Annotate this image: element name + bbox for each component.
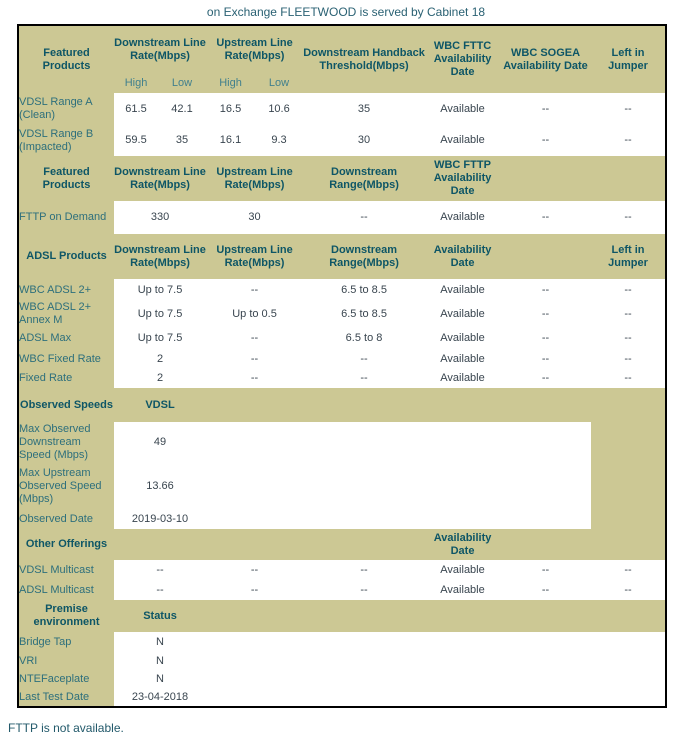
cell: -- (114, 560, 206, 580)
column-header-left-in-jumper: Left in Jumper (591, 234, 666, 279)
cell: 2 (114, 349, 206, 369)
empty-cell (206, 652, 666, 670)
fttp-status-note: FTTP is not available. (8, 721, 124, 735)
table-row-vdsl-range-a (18, 93, 666, 125)
cell: 23-04-2018 (114, 688, 206, 707)
cell: 35 (158, 125, 206, 156)
cell: Up to 7.5 (114, 327, 206, 349)
cell: Available (425, 279, 500, 301)
page-title: on Exchange FLEETWOOD is served by Cabinet 18 (206, 5, 486, 19)
subheader-low: Low (158, 73, 206, 93)
cell: -- (303, 560, 425, 580)
subheader-high: High (114, 73, 158, 93)
cell: Available (425, 93, 500, 125)
empty-header-cell (591, 156, 666, 201)
cell: -- (206, 580, 303, 600)
row-label: Observed Date (18, 510, 114, 529)
cell: N (114, 652, 206, 670)
subheader-high: High (206, 73, 255, 93)
cell: 330 (114, 201, 206, 234)
cell: Available (425, 301, 500, 327)
column-header-left-in-jumper: Left in Jumper (591, 25, 666, 93)
cell: 30 (303, 125, 425, 156)
cell: 61.5 (114, 93, 158, 125)
cell: -- (500, 369, 591, 388)
cell: Available (425, 327, 500, 349)
availability-results-table (17, 24, 667, 708)
empty-cell (591, 422, 666, 462)
column-header-upstream-line-rate: Upstream Line Rate(Mbps) (206, 234, 303, 279)
cell: 35 (303, 93, 425, 125)
cell: Up to 7.5 (114, 301, 206, 327)
premise-environment-header-row (18, 600, 666, 632)
cell: -- (114, 580, 206, 600)
cell: -- (500, 327, 591, 349)
cell: 30 (206, 201, 303, 234)
column-header-featured-products: Featured Products (18, 156, 114, 201)
cell: -- (500, 580, 591, 600)
row-label: VDSL Multicast (18, 560, 114, 580)
table-row-vdsl-multicast (18, 560, 666, 580)
cell: 59.5 (114, 125, 158, 156)
empty-cell (206, 510, 591, 529)
row-label: Max Observed Downstream Speed (Mbps) (18, 422, 114, 462)
empty-cell (206, 632, 666, 652)
column-header-downstream-line-rate: Downstream Line Rate(Mbps) (114, 156, 206, 201)
cell: -- (591, 201, 666, 234)
table-row-wbc-adsl2plus-annex-m (18, 301, 666, 327)
cell: -- (591, 369, 666, 388)
cell: -- (500, 301, 591, 327)
table-row-wbc-adsl2plus (18, 279, 666, 301)
cell: -- (206, 327, 303, 349)
cell: -- (303, 201, 425, 234)
cell: N (114, 670, 206, 688)
cell: -- (303, 349, 425, 369)
row-label: WBC Fixed Rate (18, 349, 114, 369)
row-label: VDSL Range A (Clean) (18, 93, 114, 125)
empty-cell (591, 510, 666, 529)
column-header-downstream-range: Downstream Range(Mbps) (303, 234, 425, 279)
cell: -- (591, 349, 666, 369)
cell: -- (206, 560, 303, 580)
cell: Available (425, 125, 500, 156)
cell: 13.66 (114, 462, 206, 510)
cell: Available (425, 369, 500, 388)
cell: 9.3 (255, 125, 303, 156)
empty-header-cell (591, 529, 666, 560)
cell: -- (206, 279, 303, 301)
table-row-fttp-on-demand (18, 201, 666, 234)
cell: -- (591, 327, 666, 349)
cell: -- (591, 93, 666, 125)
section-header-other-offerings: Other Offerings (18, 529, 114, 560)
row-label: VDSL Range B (Impacted) (18, 125, 114, 156)
row-label: WBC ADSL 2+ Annex M (18, 301, 114, 327)
cell: N (114, 632, 206, 652)
column-header-downstream-range: Downstream Range(Mbps) (303, 156, 425, 201)
featured-products-header-row (18, 25, 666, 73)
table-row-vdsl-range-b (18, 125, 666, 156)
row-label: WBC ADSL 2+ (18, 279, 114, 301)
row-label: ADSL Max (18, 327, 114, 349)
table-row-max-upstream-observed (18, 462, 666, 510)
column-header-vdsl: VDSL (114, 388, 206, 422)
section-header-premise-environment: Premise environment (18, 600, 114, 632)
column-header-featured-products: Featured Products (18, 25, 114, 93)
section-header-observed-speeds: Observed Speeds (18, 388, 114, 422)
cell: -- (500, 279, 591, 301)
cell: -- (303, 369, 425, 388)
column-header-wbc-fttp-availability-date: WBC FTTP Availability Date (425, 156, 500, 201)
empty-header-cell (114, 529, 425, 560)
empty-header-cell (500, 156, 591, 201)
cell: 6.5 to 8.5 (303, 279, 425, 301)
cell: Available (425, 560, 500, 580)
empty-cell (206, 670, 666, 688)
cell: Up to 0.5 (206, 301, 303, 327)
table-row-ntefaceplate (18, 670, 666, 688)
subheader-low: Low (255, 73, 303, 93)
empty-header-cell (500, 529, 591, 560)
cell: -- (500, 201, 591, 234)
table-row-wbc-fixed-rate (18, 349, 666, 369)
cell: 16.1 (206, 125, 255, 156)
cell: Available (425, 349, 500, 369)
cell: 6.5 to 8 (303, 327, 425, 349)
cell: 49 (114, 422, 206, 462)
row-label: Last Test Date (18, 688, 114, 707)
cell: -- (500, 125, 591, 156)
adsl-products-header-row (18, 234, 666, 279)
empty-cell (591, 462, 666, 510)
column-header-downstream-handback-threshold: Downstream Handback Threshold(Mbps) (303, 25, 425, 93)
empty-header-cell (206, 388, 666, 422)
empty-cell (206, 462, 591, 510)
other-offerings-header-row (18, 529, 666, 560)
table-row-bridge-tap (18, 632, 666, 652)
column-header-availability-date: Availability Date (425, 234, 500, 279)
fttp-header-row (18, 156, 666, 201)
column-header-adsl-products: ADSL Products (18, 234, 114, 279)
cell: -- (591, 560, 666, 580)
cell: Up to 7.5 (114, 279, 206, 301)
row-label: NTEFaceplate (18, 670, 114, 688)
column-header-availability-date: Availability Date (425, 529, 500, 560)
row-label: VRI (18, 652, 114, 670)
column-header-downstream-line-rate: Downstream Line Rate(Mbps) (114, 25, 206, 73)
table-row-adsl-max (18, 327, 666, 349)
row-label: Max Upstream Observed Speed (Mbps) (18, 462, 114, 510)
cell: -- (500, 560, 591, 580)
cell: -- (591, 279, 666, 301)
cell: 16.5 (206, 93, 255, 125)
row-label: Fixed Rate (18, 369, 114, 388)
table-row-max-observed-downstream (18, 422, 666, 462)
cell: 42.1 (158, 93, 206, 125)
row-label: FTTP on Demand (18, 201, 114, 234)
cell: -- (500, 349, 591, 369)
cell: Available (425, 201, 500, 234)
cell: -- (591, 580, 666, 600)
cell: -- (591, 125, 666, 156)
empty-cell (206, 688, 666, 707)
column-header-upstream-line-rate: Upstream Line Rate(Mbps) (206, 156, 303, 201)
table-row-observed-date (18, 510, 666, 529)
column-header-status: Status (114, 600, 206, 632)
cell: 10.6 (255, 93, 303, 125)
cell: -- (206, 349, 303, 369)
column-header-wbc-sogea-availability-date: WBC SOGEA Availability Date (500, 25, 591, 93)
cell: -- (500, 93, 591, 125)
table-row-vri (18, 652, 666, 670)
cell: -- (303, 580, 425, 600)
column-header-upstream-line-rate: Upstream Line Rate(Mbps) (206, 25, 303, 73)
table-row-last-test-date (18, 688, 666, 707)
observed-speeds-header-row (18, 388, 666, 422)
empty-header-cell (500, 234, 591, 279)
row-label: ADSL Multicast (18, 580, 114, 600)
column-header-wbc-fttc-availability-date: WBC FTTC Availability Date (425, 25, 500, 93)
empty-cell (206, 422, 591, 462)
table-row-fixed-rate (18, 369, 666, 388)
cell: 2 (114, 369, 206, 388)
cell: -- (206, 369, 303, 388)
cell: 6.5 to 8.5 (303, 301, 425, 327)
cell: 2019-03-10 (114, 510, 206, 529)
empty-header-cell (206, 600, 666, 632)
row-label: Bridge Tap (18, 632, 114, 652)
column-header-downstream-line-rate: Downstream Line Rate(Mbps) (114, 234, 206, 279)
table-row-adsl-multicast (18, 580, 666, 600)
cell: -- (591, 301, 666, 327)
cell: Available (425, 580, 500, 600)
